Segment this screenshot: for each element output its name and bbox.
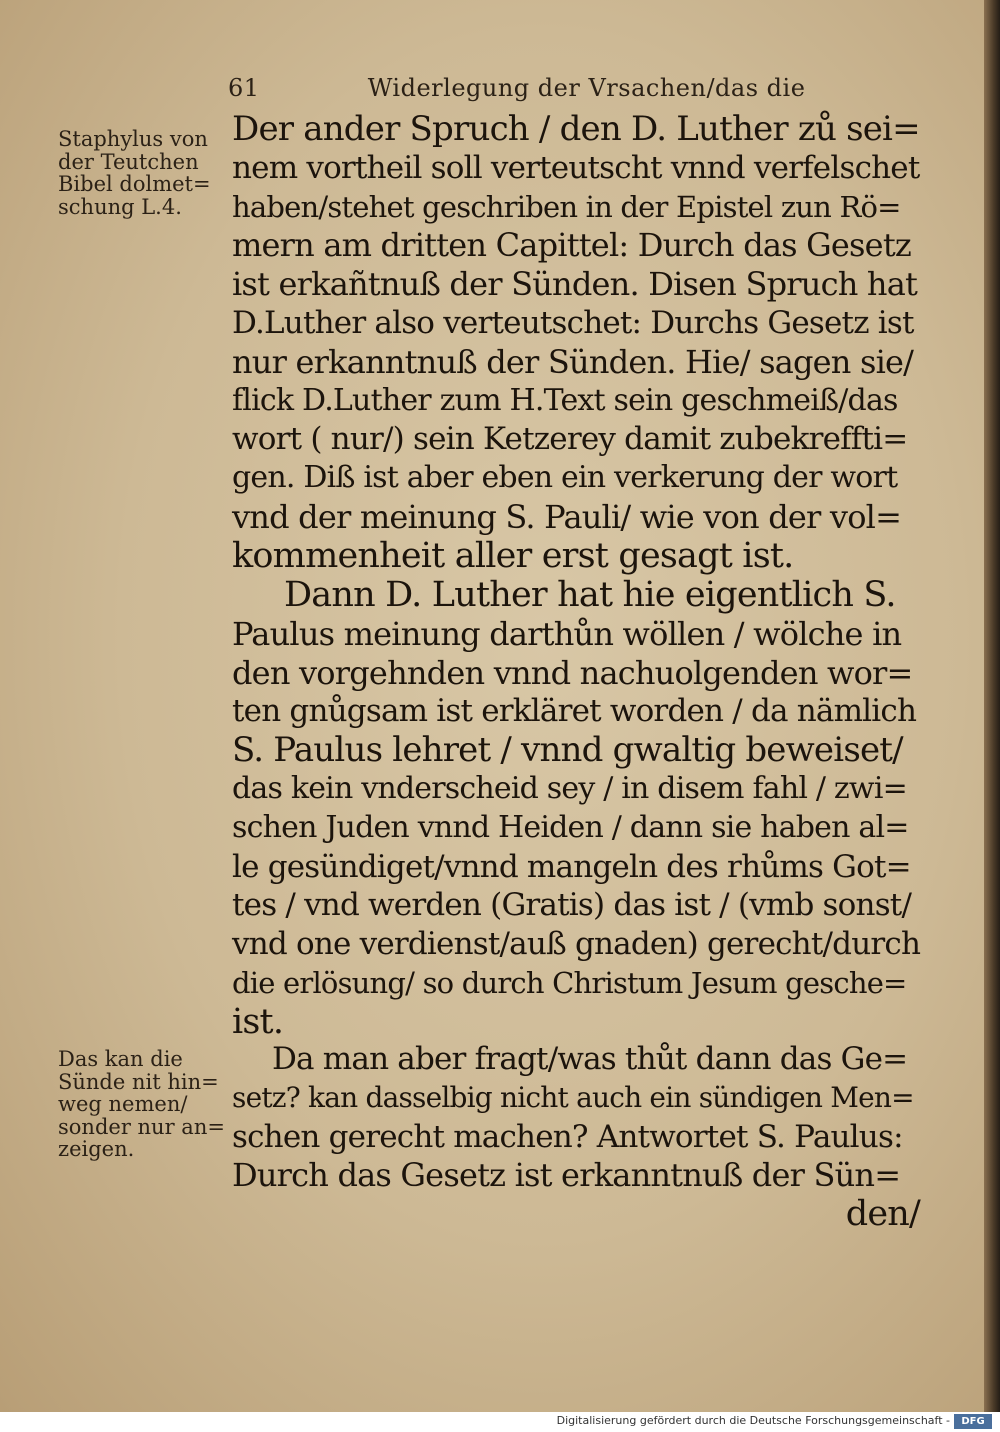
- text-line: le gesündiget/vnnd mangeln des rhůms Got=: [232, 848, 911, 885]
- text-line: Der ander Spruch / den D. Luther zů sei=: [232, 109, 920, 149]
- text-line: tes / vnd werden (Gratis) das ist / (vmb sonst/: [232, 887, 912, 924]
- catchword: den/: [845, 1194, 920, 1235]
- text-line: nur erkanntnuß der Sünden. Hie/ sagen sie/: [232, 342, 914, 381]
- funding-credit: Digitalisierung gefördert durch die Deutsche Forschungsgemeinschaft -: [556, 1414, 950, 1427]
- text-line: wort ( nur/) sein Ketzerey damit zubekreffti=: [232, 421, 908, 458]
- text-line: schen gerecht machen? Antwortet S. Paulus:: [232, 1118, 903, 1155]
- text-line: das kein vnderscheid sey / in disem fahl / zwi=: [232, 770, 907, 806]
- text-line: vnd one verdienst/auß gnaden) gerecht/durch: [232, 926, 921, 963]
- paragraph-2: [232, 576, 920, 1042]
- text-line: ist.: [232, 1001, 284, 1042]
- margin-note-line: sonder nur an=: [58, 1114, 225, 1139]
- margin-note-line: Das kan die: [58, 1047, 183, 1071]
- margin-note-line: Staphylus von: [58, 127, 208, 151]
- running-header: [228, 74, 805, 102]
- text-line: setz? kan dasselbig nicht auch ein sündigen Men=: [232, 1080, 914, 1114]
- text-line: ten gnůgsam ist erkläret worden / da nämlich: [232, 693, 917, 730]
- text-line: schen Juden vnnd Heiden / dann sie haben al=: [232, 809, 909, 845]
- margin-note-line: Bibel dolmet=: [58, 172, 211, 196]
- text-line: kommenheit aller erst gesagt ist.: [232, 535, 794, 576]
- paragraph-1: [232, 110, 920, 576]
- text-line: Durch das Gesetz ist erkanntnuß der Sün=: [232, 1156, 901, 1195]
- margin-note-line: Sünde nit hin=: [58, 1069, 219, 1094]
- margin-note-line: zeigen.: [58, 1137, 135, 1161]
- margin-note-line: schung L.4.: [58, 194, 182, 219]
- text-line: den vorgehnden vnnd nachuolgenden wor=: [232, 653, 913, 692]
- text-line: haben/stehet geschriben in der Epistel zun Rö=: [232, 189, 901, 224]
- page-number: 61: [228, 74, 260, 102]
- margin-note-2: [58, 1048, 228, 1161]
- text-line: Da man aber fragt/was thůt dann das Ge=: [272, 1041, 908, 1077]
- text-line: die erlösung/ so durch Christum Jesum gesche=: [232, 965, 907, 1000]
- text-line: Dann D. Luther hat hie eigentlich S.: [284, 575, 896, 615]
- margin-note-1: [58, 128, 228, 218]
- text-line: mern am dritten Capittel: Durch das Gesetz: [232, 226, 911, 265]
- paragraph-3: [232, 1040, 920, 1234]
- running-title: Widerlegung der Vrsachen/das die: [367, 74, 806, 102]
- margin-note-line: der Teutchen: [58, 149, 199, 174]
- text-line: D.Luther also verteutschet: Durchs Gesetz ist: [232, 304, 914, 341]
- footer-bar: [0, 1412, 1000, 1432]
- text-line: ist erkañtnuß der Sünden. Disen Spruch hat: [232, 265, 918, 304]
- text-line: Paulus meinung darthůn wöllen / wölche in: [232, 614, 902, 653]
- text-line: gen. Diß ist aber eben ein verkerung der wort: [232, 460, 898, 496]
- text-line: vnd der meinung S. Pauli/ wie von der vol=: [232, 497, 902, 536]
- text-line: nem vortheil soll verteutscht vnnd verfelschet: [232, 149, 920, 186]
- margin-note-line: weg nemen/: [58, 1092, 188, 1116]
- text-line: flick D.Luther zum H.Text sein geschmeiß/das: [232, 382, 898, 418]
- text-line: S. Paulus lehret / vnnd gwaltig beweiset/: [232, 730, 903, 771]
- dfg-logo: DFG: [954, 1414, 992, 1429]
- page-edge: [984, 0, 1000, 1412]
